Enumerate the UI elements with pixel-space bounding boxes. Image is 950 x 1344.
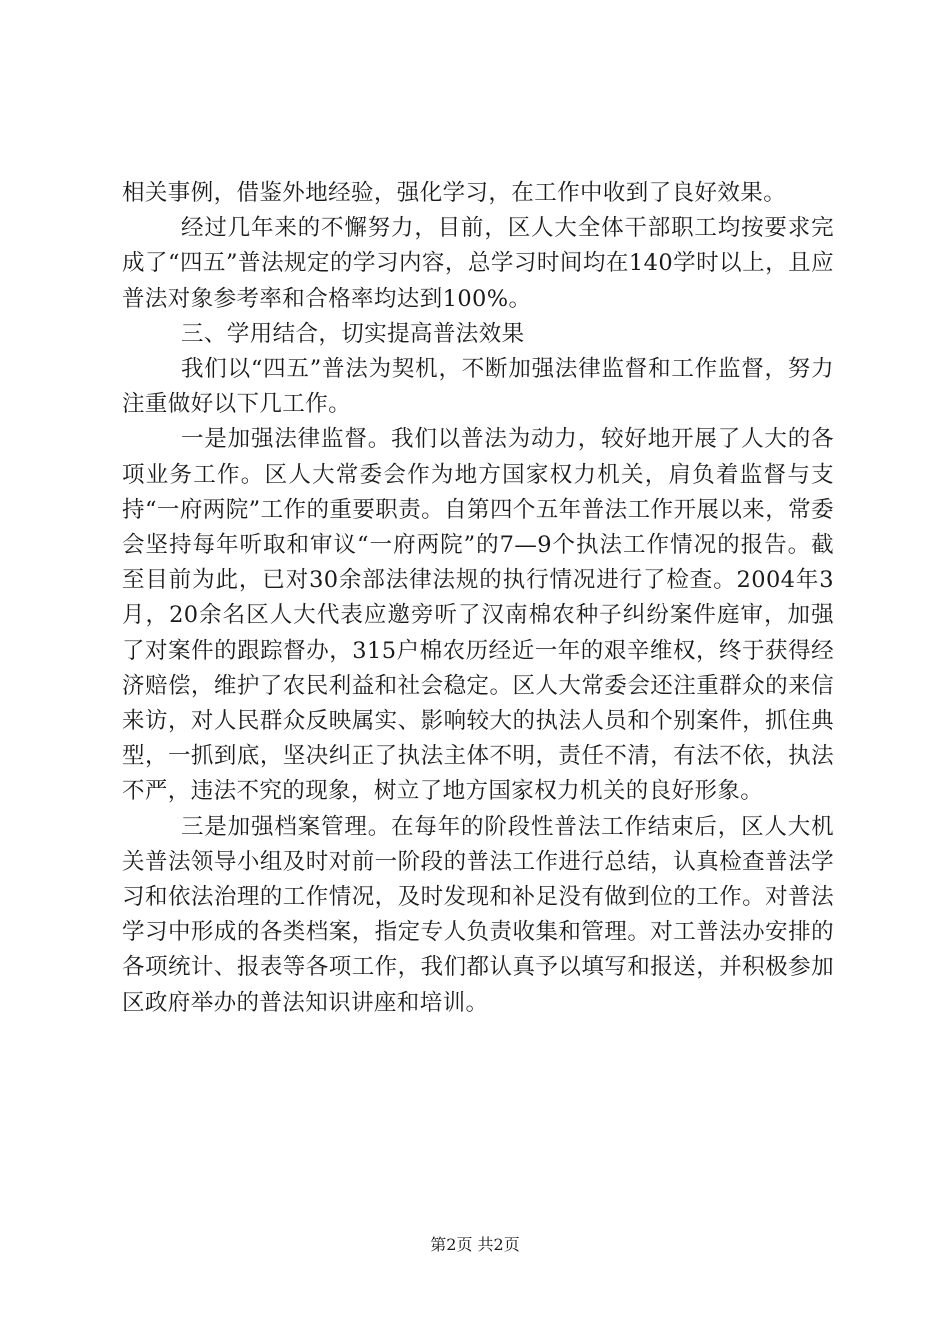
paragraph-3: 我们以“四五”普法为契机，不断加强法律监督和工作监督，努力注重做好以下几工作。 <box>122 356 834 418</box>
section-heading: 三、学用结合，切实提高普法效果 <box>181 320 525 347</box>
paragraph-5: 三是加强档案管理。在每年的阶段性普法工作结束后，区人大机关普法领导小组及时对前一阶段的普法工作进行总结，认真检查普法学习和依法治理的工作情况，及时发现和补足没有做到位的工作。对普法学习中形成的各类档案，指定专人负责收集和管理。对工普法办安排的各项统计、报表等各项工作，我们都认真予以填写和报送，并积极参加区政府举办的普法知识讲座和培训。 <box>122 813 834 1016</box>
paragraph-4: 一是加强法律监督。我们以普法为动力，较好地开展了人大的各项业务工作。区人大常委会作为地方国家权力机关，肩负着监督与支持“一府两院”工作的重要职责。自第四个五年普法工作开展以来，常委会坚持每年听取和审议“一府两院”的7—9个执法工作情况的报告。截至目前为此，已对30余部法律法规的执行情况进行了检查。2004年3月，20余名区人大代表应邀旁听了汉南棉农种子纠纷案件庭审，加强了对案件的跟踪督办，315户棉农历经近一年的艰辛维权，终于获得经济赔偿，维护了农民利益和社会稳定。区人大常委会还注重群众的来信来访，对人民群众反映属实、影响较大的执法人员和个别案件，抓住典型，一抓到底，坚决纠正了执法主体不明，责任不清，有法不依，执法不严，违法不究的现象，树立了地方国家权力机关的良好形象。 <box>122 426 834 805</box>
paragraph-2: 经过几年来的不懈努力，目前，区人大全体干部职工均按要求完成了“四五”普法规定的学习内容，总学习时间均在140学时以上，且应普法对象参考率和合格率均达到100%。 <box>122 215 834 312</box>
page-footer: 第2页 共2页 <box>430 1235 520 1254</box>
paragraph-1: 相关事例，借鉴外地经验，强化学习，在工作中收到了良好效果。 <box>122 180 787 206</box>
document-body <box>122 176 834 1021</box>
